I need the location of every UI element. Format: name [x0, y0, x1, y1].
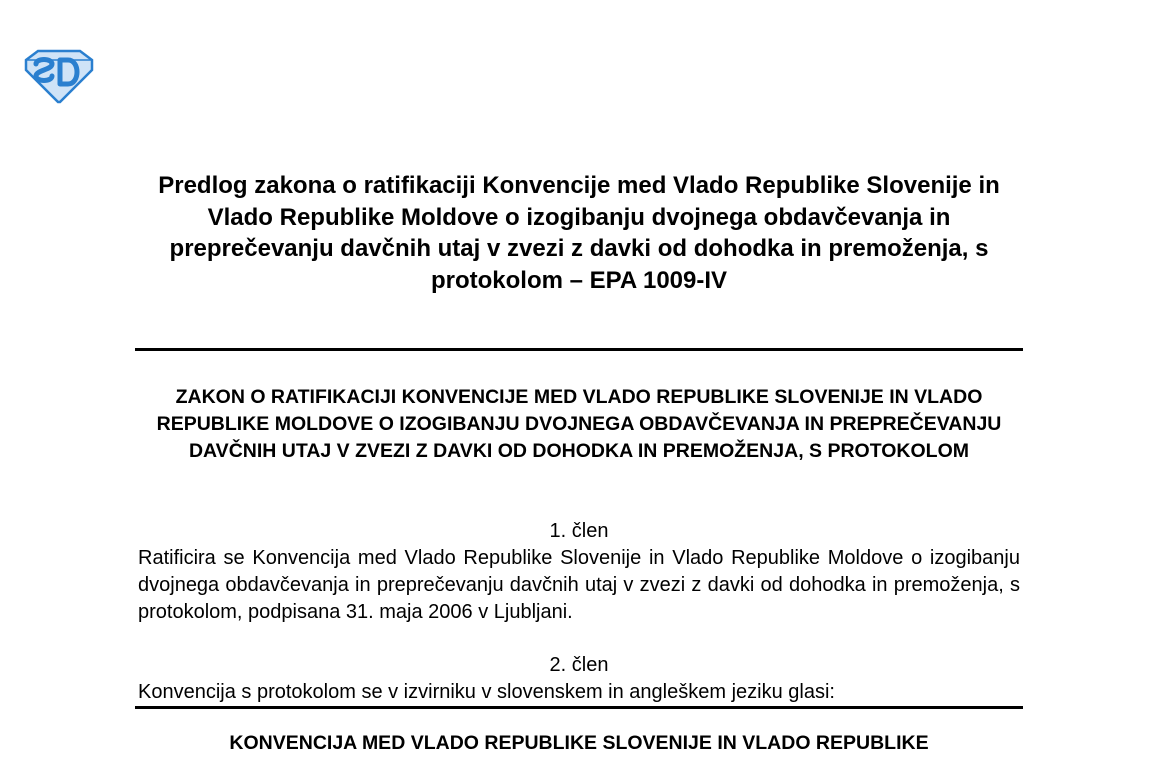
document-title: Predlog zakona o ratifikaciji Konvencije med Vlado Republike Slovenije in Vlado Republike Moldove o izogibanju dvojnega obdavčevanja in preprečevanju davčnih utaj v zvezi z davki od dohodka in premoženja, s protokolom – EPA 1009-IV [158, 172, 1000, 294]
article-1-text: Ratificira se Konvencija med Vlado Republike Slovenije in Vlado Republike Moldove o izogibanju dvojnega obdavčevanja in preprečevanju davčnih utaj v zvezi z davki od dohodka in premoženja, s protokolom, podpisana 31. maja 2006 v Ljubljani. [138, 547, 1020, 623]
sd-logo-icon [22, 48, 96, 104]
horizontal-rule-top [135, 348, 1023, 351]
article-1-number: 1. člen [549, 520, 609, 542]
horizontal-rule-bottom [135, 706, 1023, 709]
convention-heading: KONVENCIJA MED VLADO REPUBLIKE SLOVENIJE IN VLADO REPUBLIKE [229, 732, 929, 754]
article-2-number: 2. člen [549, 654, 609, 676]
article-2-text: Konvencija s protokolom se v izvirniku v slovenskem in angleškem jeziku glasi: [138, 681, 835, 703]
law-heading: ZAKON O RATIFIKACIJI KONVENCIJE MED VLADO REPUBLIKE SLOVENIJE IN VLADO REPUBLIKE MOLDOVE O IZOGIBANJU DVOJNEGA OBDAVČEVANJA IN PREPREČEVANJU DAVČNIH UTAJ V ZVEZI Z DAVKI OD DOHODKA IN PREMOŽENJA, S PROTOKOLOM [156, 386, 1002, 462]
